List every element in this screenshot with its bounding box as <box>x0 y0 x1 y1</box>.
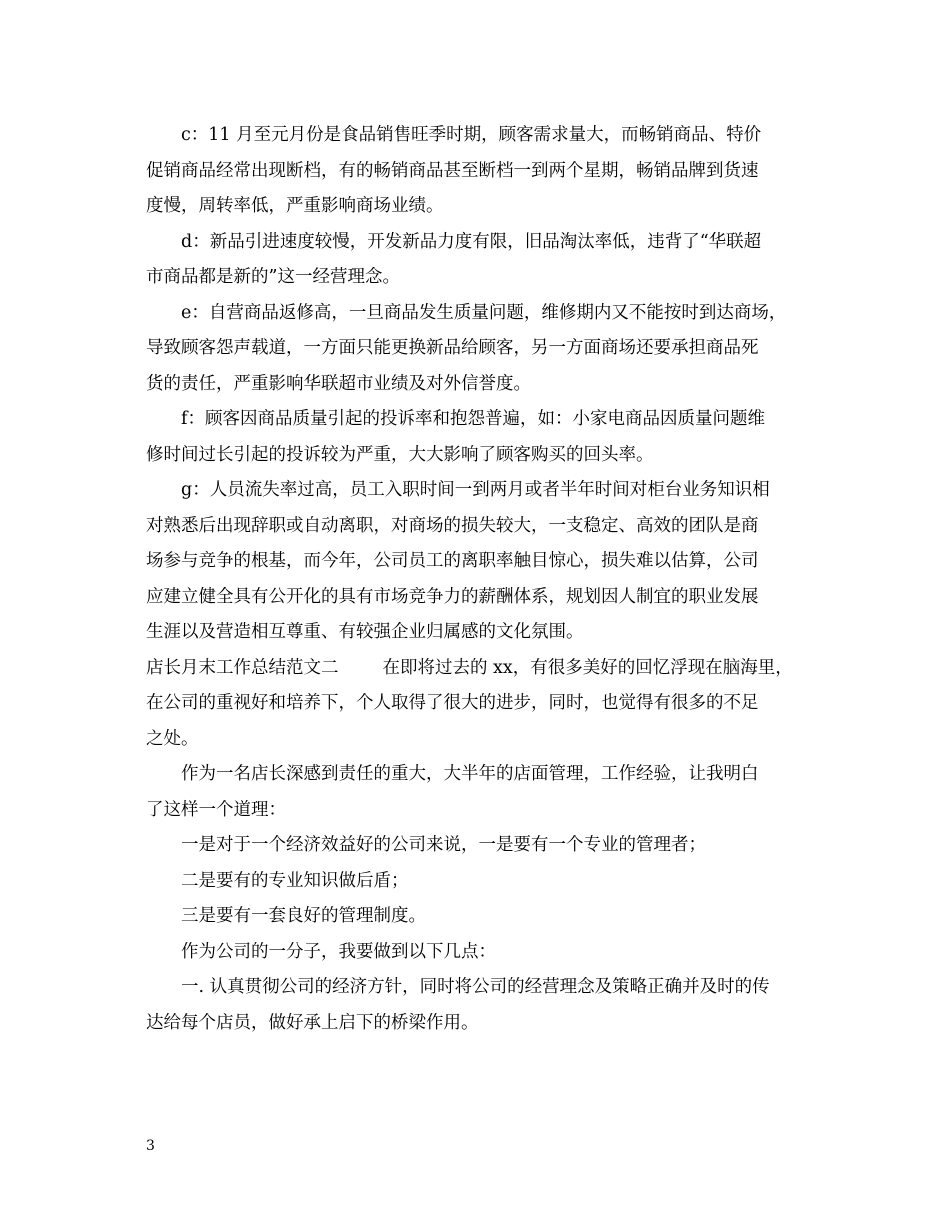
text-line: 三是要有一套良好的管理制度。 <box>181 906 426 926</box>
document-body <box>146 118 822 1041</box>
page-number: 3 <box>146 1138 155 1154</box>
text-line: 达给每个店员，做好承上启下的桥梁作用。 <box>146 1012 479 1033</box>
text-line: 场参与竞争的根基，而今年，公司员工的离职率触目惊心，损失难以估算，公司 <box>146 551 759 571</box>
section-intro-text: 在即将过去的 xx，有很多美好的回忆浮现在脑海里， <box>382 657 793 678</box>
section-title: 店长月末工作总结范文二 <box>146 657 339 678</box>
text-line: 作为一名店长深感到责任的重大，大半年的店面管理，工作经验，让我明白 <box>181 764 759 784</box>
text-line: f：顾客因商品质量引起的投诉率和抱怨普遍，如：小家电商品因质量问题维 <box>181 409 765 429</box>
text-line: 度慢，周转率低，严重影响商场业绩。 <box>146 196 444 216</box>
text-line: 在公司的重视好和培养下，个人取得了很大的进步，同时，也觉得有很多的不足 <box>146 693 759 713</box>
text-line: 市商品都是新的”这一经营理念。 <box>146 267 400 287</box>
text-line: 促销商品经常出现断档，有的畅销商品甚至断档一到两个星期，畅销品牌到货速 <box>146 160 759 181</box>
text-line: d：新品引进速度较慢，开发新品力度有限，旧品淘汰率低，违背了“华联超 <box>181 231 762 252</box>
text-line: 二是要有的专业知识做后盾； <box>181 870 409 891</box>
text-line: 修时间过长引起的投诉较为严重，大大影响了顾客购买的回头率。 <box>146 444 654 465</box>
text-line: 一. 认真贯彻公司的经济方针，同时将公司的经营理念及策略正确并及时的传 <box>181 977 770 997</box>
text-line: 生涯以及营造相互尊重、有较强企业归属感的文化氛围。 <box>146 622 584 642</box>
text-line: c：11 月至元月份是食品销售旺季时期，顾客需求量大，而畅销商品、特价 <box>181 125 762 145</box>
text-line: 货的责任，严重影响华联超市业绩及对外信誉度。 <box>146 373 531 394</box>
text-line: 作为公司的一分子，我要做到以下几点： <box>181 941 496 962</box>
text-line: e：自营商品返修高，一旦商品发生质量问题，维修期内又不能按时到达商场， <box>181 302 787 323</box>
text-line: 对熟悉后出现辞职或自动离职，对商场的损失较大，一支稳定、高效的团队是商 <box>146 515 759 536</box>
text-line: 导致顾客怨声载道，一方面只能更换新品给顾客，另一方面商场还要承担商品死 <box>146 338 759 358</box>
text-line: 之处。 <box>146 728 199 749</box>
text-line: g：人员流失率过高，员工入职时间一到两月或者半年时间对柜台业务知识相 <box>181 480 770 500</box>
text-line: 一是对于一个经济效益好的公司来说，一是要有一个专业的管理者； <box>181 835 706 855</box>
text-line: 了这样一个道理： <box>146 799 286 820</box>
text-line <box>146 651 822 687</box>
text-line: 应建立健全具有公开化的具有市场竞争力的薪酬体系，规划因人制宜的职业发展 <box>146 586 759 607</box>
